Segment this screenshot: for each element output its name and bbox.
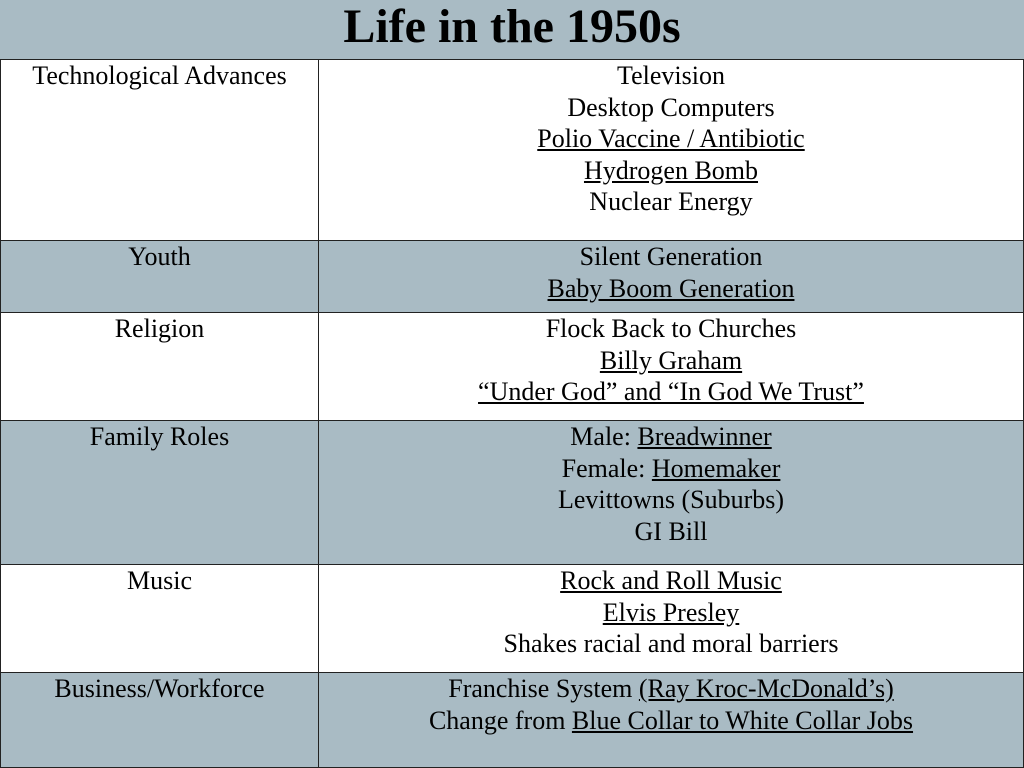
slide-title: Life in the 1950s: [343, 0, 681, 53]
row-content: [319, 673, 1024, 768]
row-label: Religion: [1, 313, 319, 421]
table-row-business-workforce: [1, 673, 1024, 768]
table-row-religion: [1, 313, 1024, 421]
row-content: [319, 313, 1024, 421]
content-line: [319, 60, 1023, 92]
underlined-term: Billy Graham: [599, 345, 743, 375]
row-content: [319, 421, 1024, 565]
table-row-family-roles: [1, 421, 1024, 565]
content-text: Television: [617, 61, 725, 90]
content-line: [319, 597, 1023, 629]
content-line: [319, 565, 1023, 597]
underlined-term: Homemaker: [651, 453, 781, 483]
content-line: [319, 516, 1023, 548]
underlined-term: Blue Collar to White Collar Jobs: [571, 705, 914, 735]
content-line: [319, 345, 1023, 377]
content-text: Male:: [570, 422, 638, 451]
content-text: GI Bill: [634, 516, 708, 546]
content-line: [319, 453, 1023, 485]
row-label: Music: [1, 565, 319, 673]
content-text: Shakes racial and moral barriers: [503, 629, 839, 658]
row-label: Family Roles: [1, 421, 319, 565]
content-line: [319, 273, 1023, 305]
underlined-term: Breadwinner: [637, 422, 772, 451]
content-text: Silent Generation: [579, 242, 763, 271]
content-line: [319, 313, 1023, 345]
content-text: Nuclear Energy: [589, 187, 753, 216]
content-line: [319, 705, 1023, 737]
table-row-music: [1, 565, 1024, 673]
content-line: [319, 376, 1023, 408]
underlined-term: Hydrogen Bomb: [583, 155, 759, 185]
content-line: [319, 421, 1023, 453]
content-text: Change from: [428, 705, 572, 735]
row-label: Youth: [1, 241, 319, 313]
underlined-term: Baby Boom Generation: [547, 273, 795, 303]
row-content: [319, 60, 1024, 241]
underlined-term: (Ray Kroc-McDonald’s): [638, 674, 894, 703]
content-line: [319, 628, 1023, 660]
underlined-term: Polio Vaccine / Antibiotic: [537, 124, 805, 153]
topics-table: [0, 59, 1024, 768]
content-line: [319, 484, 1023, 516]
row-content: [319, 241, 1024, 313]
row-label: Technological Advances: [1, 60, 319, 241]
table-row-technological-advances: [1, 60, 1024, 241]
content-line: [319, 241, 1023, 273]
underlined-term: “Under God” and “In God We Trust”: [478, 377, 864, 406]
row-content: [319, 565, 1024, 673]
content-line: [319, 155, 1023, 187]
content-line: [319, 673, 1023, 705]
underlined-term: Elvis Presley: [602, 597, 740, 627]
content-line: [319, 92, 1023, 124]
row-label: Business/Workforce: [1, 673, 319, 768]
content-text: Desktop Computers: [567, 92, 775, 122]
content-text: Levittowns (Suburbs): [557, 485, 785, 514]
content-text: Female:: [561, 453, 652, 483]
content-line: [319, 186, 1023, 218]
underlined-term: Rock and Roll Music: [560, 566, 782, 595]
content-line: [319, 123, 1023, 155]
content-text: Franchise System: [448, 674, 639, 703]
content-text: Flock Back to Churches: [545, 314, 797, 343]
table-row-youth: [1, 241, 1024, 313]
